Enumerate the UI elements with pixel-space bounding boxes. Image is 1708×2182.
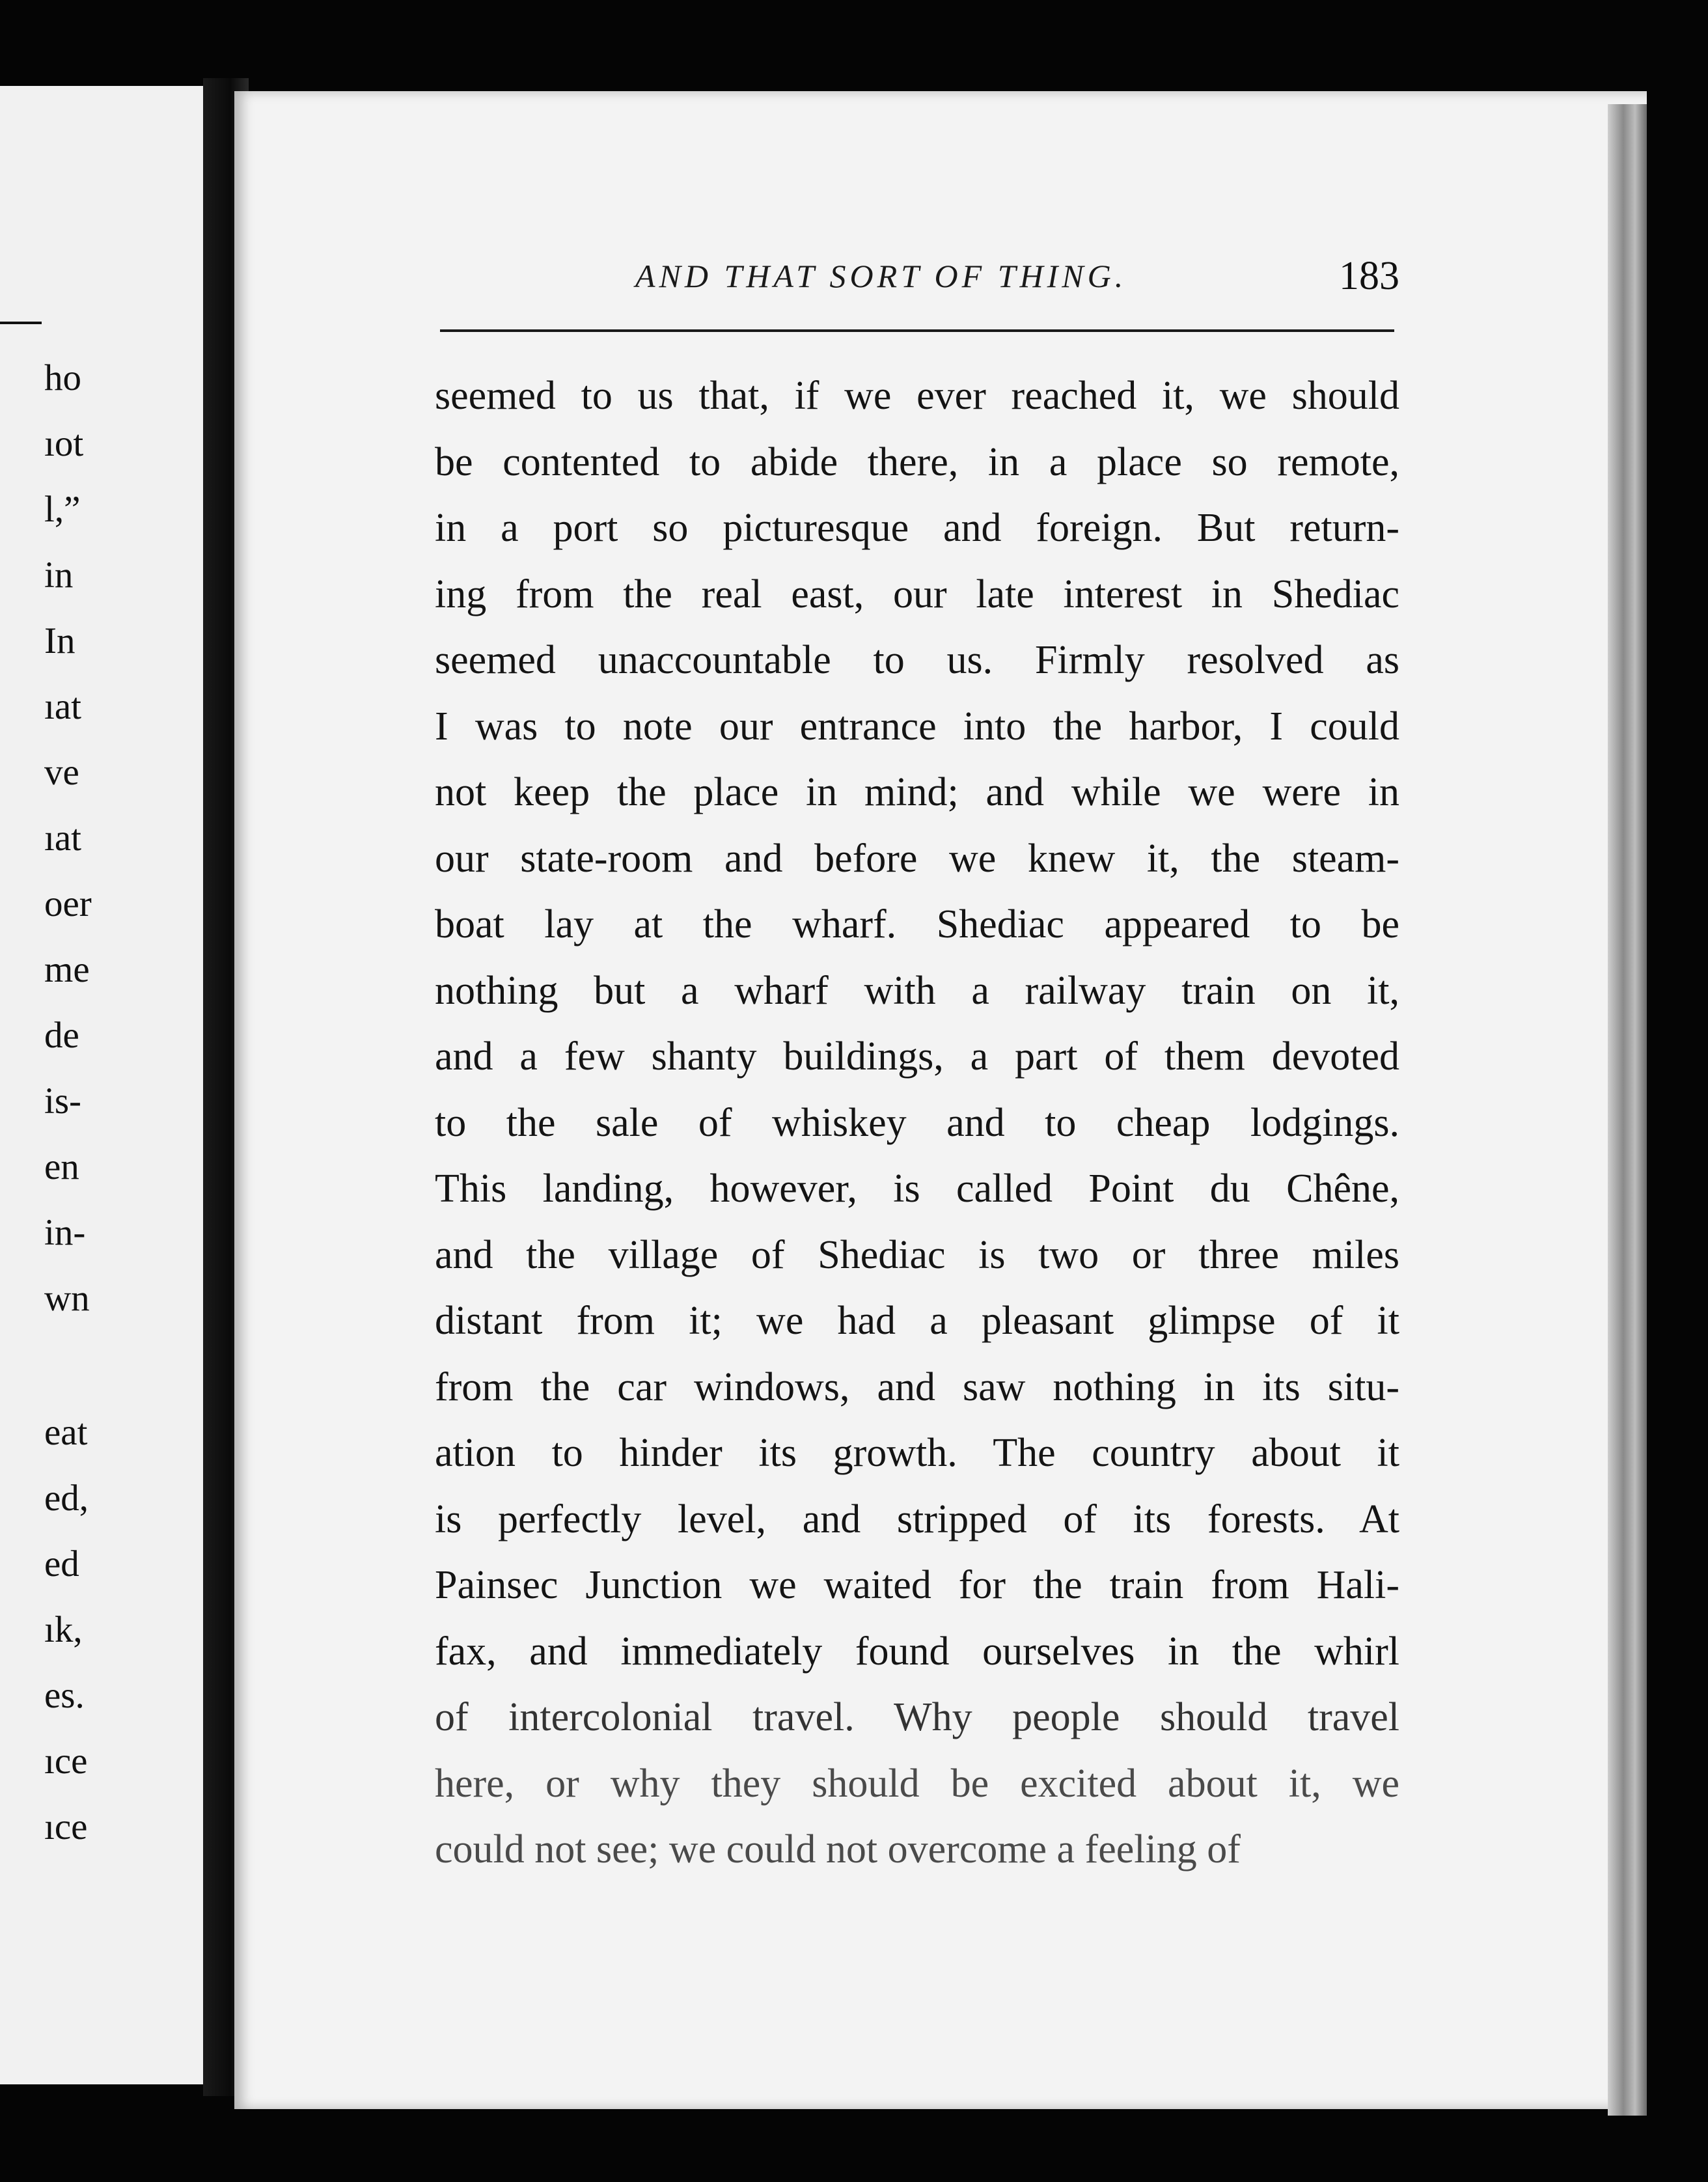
text-line: nothing but a wharf with a railway train on it, [435,968,1399,1013]
fragment-text: in- [44,1212,86,1253]
running-head [435,254,1399,309]
previous-page-fragments [0,86,203,2084]
fragment-text: is- [44,1081,81,1122]
text-line: I was to note our entrance into the harbor, I could [435,704,1399,749]
previous-page-edge [0,86,203,2084]
body-text [435,363,1399,1883]
fragment-text: In [44,620,76,661]
fragment-text: ıce [44,1806,88,1847]
text-line: seemed to us that, if we ever reached it, we should [435,374,1399,418]
fragment-text: eat [44,1412,88,1453]
fragment-text: ık, [44,1609,83,1650]
page-edge [1608,104,1647,2116]
text-line: distant from it; we had a pleasant glimpse of it [435,1299,1399,1343]
header-rule [440,329,1394,332]
text-line: This landing, however, is called Point du Chêne, [435,1167,1399,1211]
fragment-text: wn [44,1278,90,1319]
text-line: ation to hinder its growth. The country about it [435,1431,1399,1475]
fragment-text: de [44,1015,79,1056]
fragment-text: en [44,1146,79,1187]
text-line: could not see; we could not overcome a feeling of [435,1827,1241,1871]
text-line: in a port so picturesque and foreign. But return- [435,506,1399,550]
fragment-text: ıce [44,1741,88,1782]
text-line: Painsec Junction we waited for the train from Hali- [435,1563,1399,1607]
fragment-text: ed, [44,1478,89,1519]
text-line: our state-room and before we knew it, the steam- [435,836,1399,881]
text-line: of intercolonial travel. Why people should travel [435,1695,1399,1739]
fragment-text: ıat [44,818,81,859]
fragment-text: l,” [44,489,81,530]
text-line: here, or why they should be excited about it, we [435,1761,1399,1806]
text-line: and the village of Shediac is two or three miles [435,1232,1399,1277]
fragment-text: ve [44,752,79,793]
text-line: seemed unaccountable to us. Firmly resolved as [435,638,1399,682]
page-number: 183 [1339,254,1399,298]
fragment-text: es. [44,1675,85,1716]
fragment-text: ho [44,357,81,398]
text-line: from the car windows, and saw nothing in its situ- [435,1364,1399,1409]
text-line: fax, and immediately found ourselves in the whirl [435,1629,1399,1674]
fragment-text: in [44,555,74,596]
fragment-text: oer [44,883,92,924]
text-line: boat lay at the wharf. Shediac appeared to be [435,902,1399,946]
fragment-text: ed [44,1543,79,1584]
fragment-text: me [44,949,90,990]
fragment-text: ıot [44,423,84,464]
text-line: ing from the real east, our late interest in Shediac [435,572,1399,616]
fragment-text: ıat [44,686,81,727]
text-line: be contented to abide there, in a place so remote, [435,439,1399,484]
running-title: AND THAT SORT OF THING. [635,258,1127,294]
text-line: not keep the place in mind; and while we were in [435,770,1399,814]
text-line: is perfectly level, and stripped of its forests. At [435,1497,1399,1541]
text-line: to the sale of whiskey and to cheap lodgings. [435,1100,1399,1145]
text-line: and a few shanty buildings, a part of them devoted [435,1034,1399,1079]
